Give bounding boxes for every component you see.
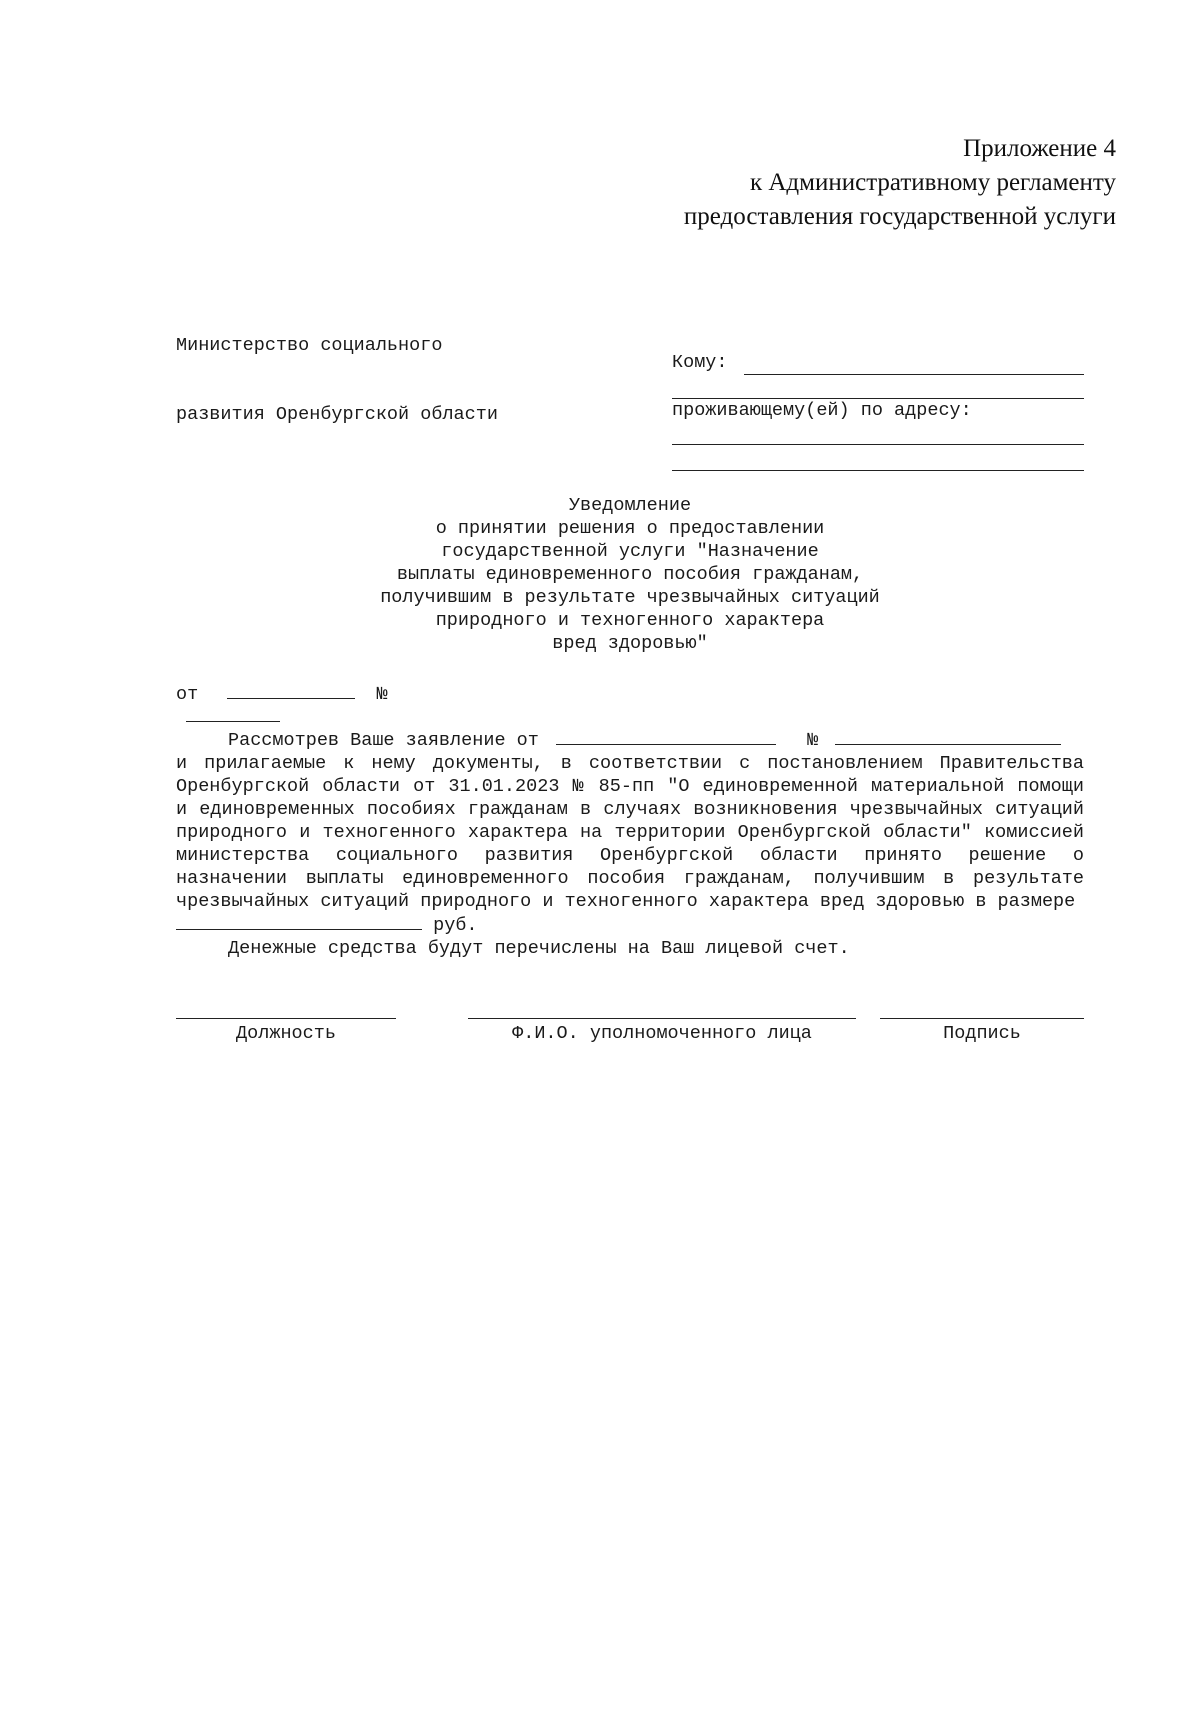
decision-text [176,752,1084,913]
position-line [176,1018,396,1019]
date-blank [227,682,355,699]
ministry-line-2: развития Оренбургской области [176,404,498,425]
ministry-name [176,288,498,449]
application-date-blank [556,728,776,745]
funds-note: Денежные средства будут перечислены на Ваш лицевой счет. [228,938,850,959]
address-field-line-1 [672,444,1084,445]
address-label: проживающему(ей) по адресу: [672,400,972,421]
application-number-sign: № [807,730,819,751]
to-field-line-2 [672,398,1084,399]
position-caption: Должность [236,1023,336,1044]
notice-title-line-5: природного и техногенного характера [435,610,825,631]
signature-field [880,1018,1084,1045]
name-caption: Ф.И.О. уполномоченного лица [512,1023,812,1044]
notice-title-line-2: государственной услуги "Назначение [441,541,819,562]
notice-title [330,494,930,655]
from-label: от [176,684,199,705]
application-line [176,728,1084,752]
name-signature [468,1018,856,1045]
currency-label: руб. [433,915,478,936]
number-sign: № [376,684,388,705]
signature-line [880,1018,1084,1019]
amount-blank [176,913,422,930]
name-line [468,1018,856,1019]
notice-body [176,728,1084,960]
to-field-line-1 [744,374,1084,375]
notice-title-line-4: получившим в результате чрезвычайных ситуаций [380,587,880,608]
notice-title-line-6: вред здоровью" [552,633,708,654]
appendix-regulation: к Административному регламенту [749,169,1116,196]
appendix-header [684,132,1116,234]
address-field-line-2 [672,470,1084,471]
appendix-service: предоставления государственной услуги [683,203,1116,230]
amount-line [176,913,1084,937]
notice-heading: Уведомление [568,495,692,516]
decision-main: и прилагаемые к нему документы, в соответствии с постановлением Правительства Оренбургской области от 31.01.2023 № 85-пп "О единовременной материальной помощи и единовременных пособиях гражданам в случаях возникновения чрезвычайных ситуаций природного и техногенного характера на территории Оренбургской области" комиссией министерства социального развития Оренбургской области принято решение о назначении выплаты единовременного пособия гражданам, получившим в результате чрезвычайных ситуаций природного и техногенного характера вред здоровью в размере [176,753,1084,912]
ministry-line-1: Министерство социального [176,335,443,356]
position-signature [176,1018,396,1045]
notice-title-line-1: о принятии решения о предоставлении [435,518,825,539]
notice-title-line-3: выплаты единовременного пособия гражданам, [396,564,864,585]
to-label: Кому: [672,352,728,373]
application-number-blank [835,728,1061,745]
date-number-line [176,682,496,706]
application-lead: Рассмотрев Ваше заявление от [228,730,539,751]
number-blank [186,705,280,722]
signature-caption: Подпись [943,1023,1021,1044]
appendix-number: Приложение 4 [963,135,1116,162]
